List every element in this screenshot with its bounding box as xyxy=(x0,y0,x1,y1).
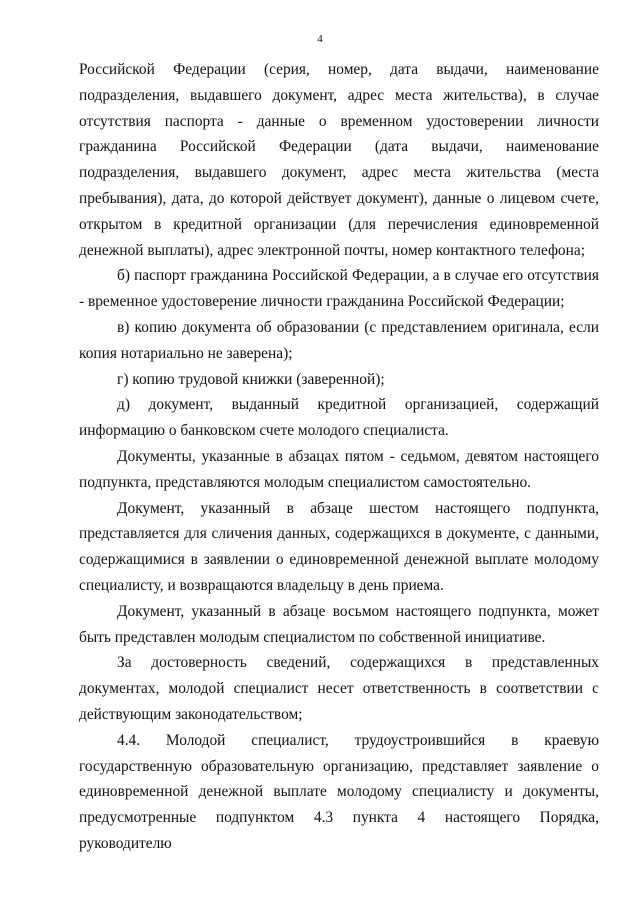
paragraph-document-sixth: Документ, указанный в абзаце шестом настоящего подпункта, представляется для сличения данных, содержащихся в документе, с данными, содержащимися в заявлении о единовременной денежной выплате молодому специалисту, и возвращаются владельцу в день приема. xyxy=(79,499,599,594)
paragraph-responsibility: За достоверность сведений, содержащихся в представленных документах, молодой специалист несет ответственность в соответствии с действующим законодательством; xyxy=(79,654,599,723)
paragraph-documents-self: Документы, указанные в абзацах пятом - седьмом, девятом настоящего подпункта, представляются молодым специалистом самостоятельно. xyxy=(79,447,599,491)
paragraph-item-g: г) копию трудовой книжки (заверенной); xyxy=(117,370,385,388)
paragraph-continuation: Российской Федерации (серия, номер, дата выдачи, наименование подразделения, выдавшего документ, адрес места жительства), в случае отсутствия паспорта - данные о временном удостоверении личности гражданина Российской Федерации (дата выдачи, наименование подразделения, выдавшего документ, адрес места жительства (места пребывания), дата, до которой действует документ), данные о лицевом счете, открытом в кредитной организации (для перечисления единовременной денежной выплаты), адрес электронной почты, номер контактного телефона; xyxy=(79,61,599,259)
document-body xyxy=(79,57,599,857)
paragraph-item-v: в) копию документа об образовании (с представлением оригинала, если копия нотариально не заверена); xyxy=(79,318,599,362)
paragraph-item-b: б) паспорт гражданина Российской Федерации, а в случае его отсутствия - временное удостоверение личности гражданина Российской Федерации; xyxy=(79,267,599,311)
paragraph-document-eighth: Документ, указанный в абзаце восьмом настоящего подпункта, может быть представлен молодым специалистом по собственной инициативе. xyxy=(79,602,599,646)
paragraph-item-d: д) документ, выданный кредитной организацией, содержащий информацию о банковском счете молодого специалиста. xyxy=(79,396,599,440)
paragraph-section-4-4: 4.4. Молодой специалист, трудоустроившийся в краевую государственную образовательную организацию, представляет заявление о единовременной денежной выплате молодому специалисту и документы, предусмотренные подпунктом 4.3 пункта 4 настоящего Порядка, руководителю xyxy=(79,731,599,852)
page-number: 4 xyxy=(317,33,323,45)
